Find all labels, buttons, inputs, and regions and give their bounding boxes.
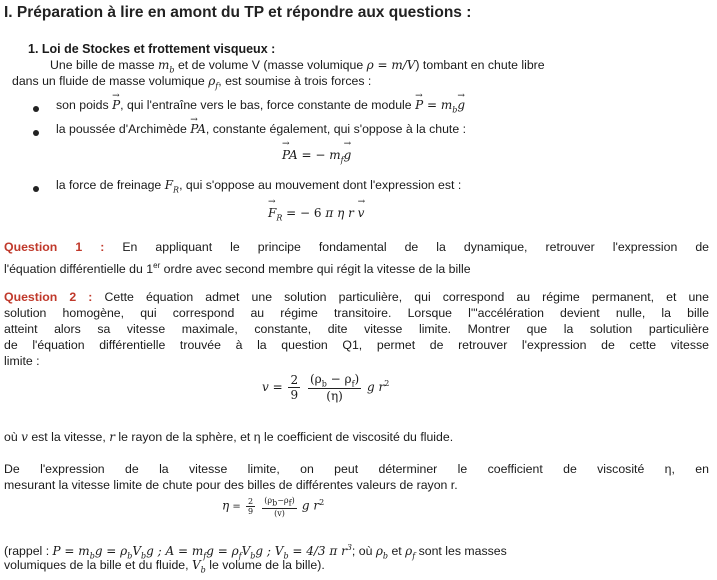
recall-line-2: volumiques de la bille et du fluide, $V_b$ le volume de la bille). [4, 558, 325, 575]
eq-viscosity: η = $\frac{2}{9}$ $\frac{(\rho_b-\rho_f)}{(v)}$ g $r^2$ [222, 496, 325, 518]
section-title: 1. Loi de Stockes et frottement visqueux : [28, 42, 276, 56]
bullet-dot [33, 186, 39, 192]
question-1-line-1: Question 1 : En appliquant le principe fondamental de la dynamique, retrouver l'expression de [4, 240, 709, 254]
bullet-dot [33, 106, 39, 112]
paragraph-line-2: mesurant la vitesse limite de chute pour des billes de différentes valeurs de rayon r. [4, 478, 458, 492]
eq-archimedes: → PA = − $m_f\to g$ [282, 148, 351, 164]
question-2-line-5: limite : [4, 354, 40, 368]
intro-line-1: Une bille de masse $m_b$ et de volume V (masse volumique ρ = m/V) tombant en chute libre [50, 58, 545, 75]
page-heading: I. Préparation à lire en amont du TP et répondre aux questions : [4, 4, 472, 21]
bullet-weight: son poids → P, qui l'entraîne vers le bas, force constante de module → $P = m_b\to g$ [56, 98, 465, 117]
bullet-dot [33, 130, 39, 136]
question-2-line-1: Question 2 : Cette équation admet une solution particulière, qui correspond au régime permanent, et une [4, 290, 709, 304]
question-2-line-2: solution homogène, qui correspond au régime transitoire. Lorsque l'"accélération devient nulle, la bille [4, 306, 709, 320]
paragraph-line-1: De l'expression de la vitesse limite, on peut déterminer le coefficient de viscosité η, en [4, 462, 709, 476]
question-1-line-2: l'équation différentielle du 1er ordre avec second membre qui régit la vitesse de la bille [4, 261, 471, 277]
eq-drag: → $F_R$ = − 6 π η r → v [268, 206, 364, 222]
bullet-drag: la force de freinage $F_R$, qui s'oppose au mouvement dont l'expression est : [56, 178, 462, 195]
bullet-archimedes: la poussée d'Archimède → PA, constante également, qui s'oppose à la chute : [56, 122, 466, 137]
where-line: où v est la vitesse, r le rayon de la sphère, et η le coefficient de viscosité du fluide. [4, 430, 454, 444]
recall-line-1: (rappel : $P = m_bg = \rho_bV_bg$ ; $A = m_fg = \rho_fV_bg$ ; $V_b = 4/3$ π $r^3$; où $\rho_b$ et $\rho_f$ sont les masses [4, 543, 507, 561]
intro-line-2: dans un fluide de masse volumique $\rho_f$, est soumise à trois forces : [12, 74, 372, 91]
eq-velocity-limit: v = $\frac{2}{9}$ $\frac{(\rho_b - \rho_f)}{(\eta)}$ g $r^2$ [262, 372, 390, 404]
question-2-line-3: atteint alors sa vitesse maximale, constante, dite vitesse limite. Montrer que la solution particulière [4, 322, 709, 336]
question-2-line-4: de l'équation différentielle trouvée à la question Q1, permet de retrouver l'expression de cette vitesse [4, 338, 709, 352]
